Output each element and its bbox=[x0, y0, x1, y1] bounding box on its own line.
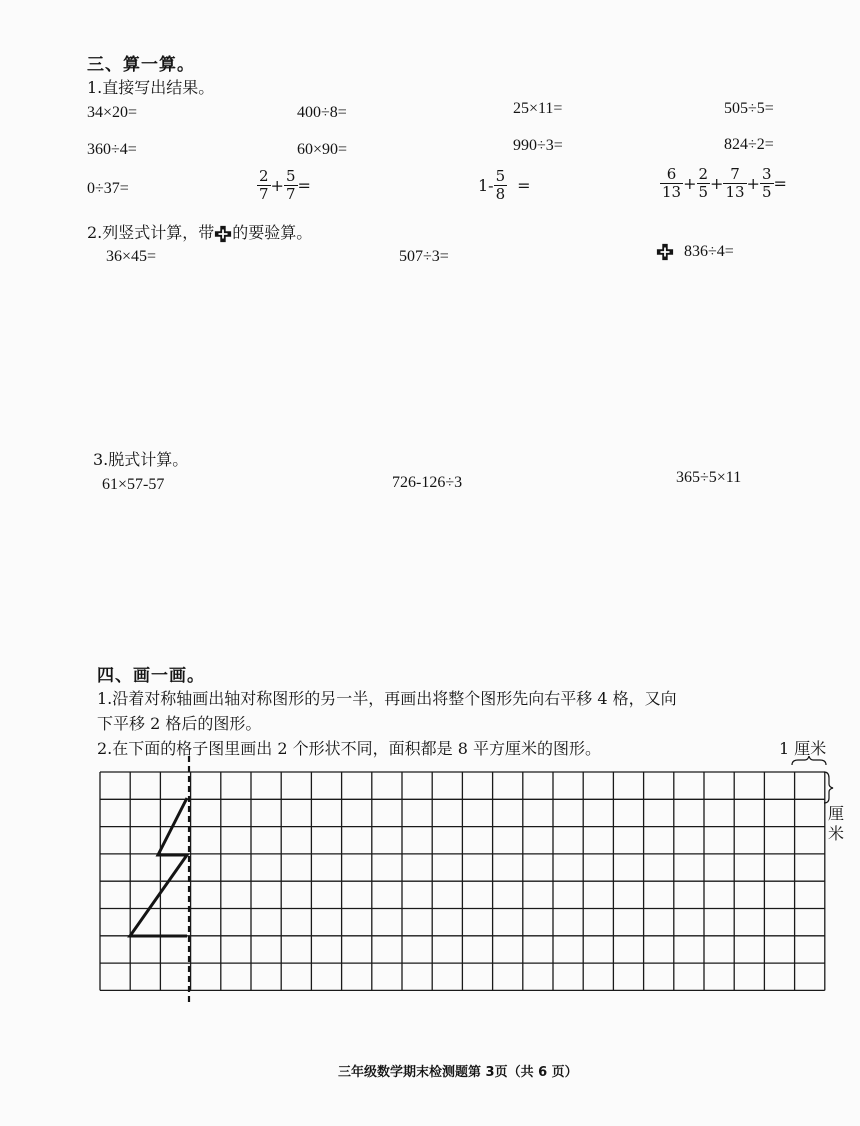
q1-r1-c1: 34×20= bbox=[87, 104, 138, 121]
q1-r2-c3: 990÷3= bbox=[513, 137, 563, 154]
unit-label-vertical: 厘 米 bbox=[828, 804, 845, 843]
s4-q2: 2.在下面的格子图里画出 2 个形状不同，面积都是 8 平方厘米的图形。 bbox=[97, 739, 601, 758]
q3-label: 3.脱式计算。 bbox=[93, 450, 189, 469]
given-figure-half bbox=[130, 798, 187, 936]
q2-label: 2.列竖式计算，带 的要验算。 bbox=[87, 223, 313, 242]
q1-r2-c2: 60×90= bbox=[297, 141, 348, 158]
fraction: $\frac{2}{7}$ bbox=[259, 167, 269, 203]
q1-r3-c3: 1- $\frac{5}{8}$ = bbox=[478, 167, 531, 203]
q1-r1-c4: 505÷5= bbox=[724, 100, 774, 117]
q1-r1-c2: 400÷8= bbox=[297, 104, 347, 121]
check-mark-symbol-icon bbox=[656, 243, 674, 261]
q1-r1-c3: 25×11= bbox=[513, 100, 563, 117]
fraction: $\frac{5}{8}$ bbox=[495, 167, 506, 203]
q2-item-2: 507÷3= bbox=[399, 248, 449, 265]
unit-label-horizontal: 1 厘米 bbox=[779, 739, 827, 758]
fraction: $\frac{7}{13}$ bbox=[725, 165, 745, 201]
q1-r3-c1: 0÷37= bbox=[87, 180, 129, 197]
drawing-grid[interactable] bbox=[90, 756, 850, 1012]
q2-item-1: 36×45= bbox=[106, 248, 157, 265]
q1-r2-c4: 824÷2= bbox=[724, 136, 774, 153]
section4-title: 四、画一画。 bbox=[97, 666, 205, 686]
s4-q1-line1: 1.沿着对称轴画出轴对称图形的另一半，再画出将整个图形先向右平移 4 格，又向 bbox=[97, 689, 677, 708]
q3-item-1: 61×57-57 bbox=[102, 476, 165, 493]
unit-brace-horizontal bbox=[792, 756, 826, 765]
q2-item-3: 836÷4= bbox=[656, 243, 734, 261]
fraction: $\frac{3}{5}$ bbox=[761, 165, 772, 201]
check-mark-symbol-icon bbox=[214, 225, 232, 243]
s4-q1-line2: 下平移 2 格后的图形。 bbox=[97, 714, 262, 733]
q1-r3-c4: $\frac{6}{13}$ + $\frac{2}{5}$ + $\frac{7}{13}$ + $\frac{3}{5}$ = bbox=[662, 165, 787, 201]
q1-label: 1.直接写出结果。 bbox=[87, 78, 215, 97]
q3-item-2: 726-126÷3 bbox=[392, 474, 463, 491]
q3-item-3: 365÷5×11 bbox=[676, 469, 742, 486]
fraction: $\frac{2}{5}$ bbox=[698, 165, 709, 201]
section3-title: 三、算一算。 bbox=[87, 55, 195, 75]
page-footer: 三年级数学期末检测题第 3页（共 6 页） bbox=[338, 1065, 578, 1080]
q1-r2-c1: 360÷4= bbox=[87, 141, 137, 158]
fraction: $\frac{6}{13}$ bbox=[662, 165, 682, 201]
fraction: $\frac{5}{7}$ bbox=[285, 167, 296, 203]
q1-r3-c2: $\frac{2}{7}$ + $\frac{5}{7}$ = bbox=[259, 167, 311, 203]
